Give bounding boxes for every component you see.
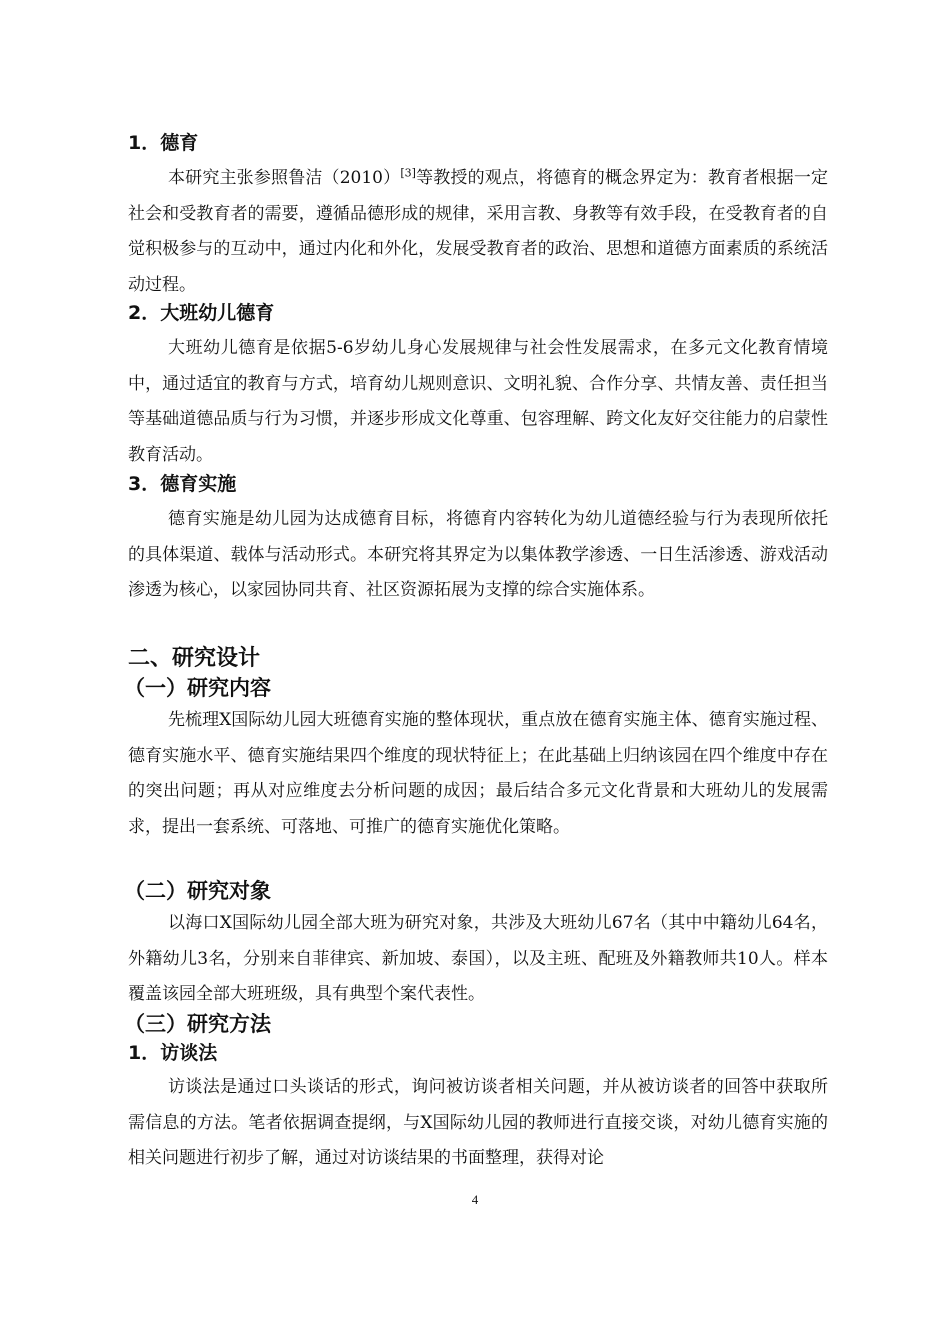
- paragraph-implementation-definition: 德育实施是幼儿园为达成德育目标，将德育内容转化为幼儿道德经验与行为表现所依托的具体渠道、载体与活动形式。本研究将其界定为以集体教学渗透、一日生活渗透、游戏活动渗透为核心，以家园协同共育、社区资源拓展为支撑的综合实施体系。: [128, 509, 828, 601]
- chapter-heading-research-design: 二、研究设计: [128, 646, 261, 671]
- section-heading-moral-education: 1．德育: [128, 132, 199, 154]
- section-heading-senior-class-moral-education: 2．大班幼儿德育: [128, 302, 275, 324]
- subsection-heading-research-content: （一）研究内容: [124, 676, 271, 700]
- section-heading-moral-implementation: 3．德育实施: [128, 473, 237, 495]
- paragraph-interview-method: 访谈法是通过口头谈话的形式，询问被访谈者相关问题，并从被访谈者的回答中获取所需信息的方法。笔者依据调查提纲，与X国际幼儿园的教师进行直接交谈，对幼儿德育实施的相关问题进行初步了解，通过对访谈结果的书面整理，获得对论: [128, 1077, 828, 1169]
- paragraph-moral-education-definition: [128, 161, 828, 303]
- page-number: 4: [471, 1192, 479, 1207]
- citation-ref: [3]: [400, 166, 416, 180]
- subsection-heading-research-methods: （三）研究方法: [124, 1012, 271, 1036]
- subsection-heading-research-subjects: （二）研究对象: [124, 879, 271, 903]
- paragraph-text: 等教授的观点，将德育的概念界定为：教育者根据一定社会和受教育者的需要，遵循品德形成的规律，采用言教、身教等有效手段，在受教育者的自觉积极参与的互动中，通过内化和外化，发展受教育者的政治、思想和道德方面素质的系统活动过程。: [128, 168, 828, 295]
- paragraph-senior-class-definition: 大班幼儿德育是依据5-6岁幼儿身心发展规律与社会性发展需求，在多元文化教育情境中，通过适宜的教育与方式，培育幼儿规则意识、文明礼貌、合作分享、共情友善、责任担当等基础道德品质与行为习惯，并逐步形成文化尊重、包容理解、跨文化友好交往能力的启蒙性教育活动。: [128, 338, 828, 465]
- paragraph-research-subjects: 以海口X国际幼儿园全部大班为研究对象，共涉及大班幼儿67名（其中中籍幼儿64名，外籍幼儿3名，分别来自菲律宾、新加坡、泰国），以及主班、配班及外籍教师共10人。样本覆盖该园全部大班班级，具有典型个案代表性。: [128, 913, 828, 1005]
- section-heading-interview-method: 1．访谈法: [128, 1042, 218, 1064]
- paragraph-text: 本研究主张参照鲁洁（2010）: [168, 168, 401, 188]
- paragraph-research-content: 先梳理X国际幼儿园大班德育实施的整体现状，重点放在德育实施主体、德育实施过程、德育实施水平、德育实施结果四个维度的现状特征上；在此基础上归纳该园在四个维度中存在的突出问题；再从对应维度去分析问题的成因；最后结合多元文化背景和大班幼儿的发展需求，提出一套系统、可落地、可推广的德育实施优化策略。: [128, 710, 828, 837]
